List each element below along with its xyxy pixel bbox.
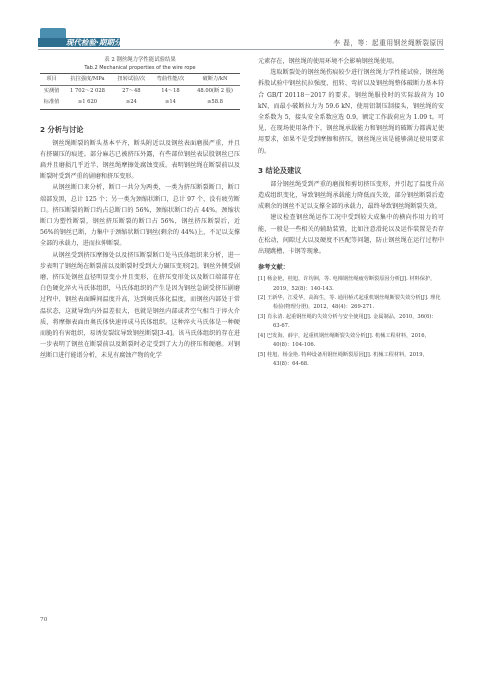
page-number: 70 [40,617,48,623]
reference-item: [2] 王新华，江爱华，高海生，等. 通用桥式起重机钢丝绳断裂失效分析[J]. 理化检验(物理分册)，2012，48(4)：269-271. [258,295,441,311]
table-title: 表 2 钢丝绳力学性能试验结果 [104,57,176,63]
reference-item: [1] 杨金艳，桂旭，许均洲，等. 电梯钢丝绳疲劳断裂原因分析[J]. 材料保护，2019，52(8)：140-143. [258,276,436,292]
journal-logo-text: 现代检验·期期分册 [66,38,129,47]
table-header-row [40,74,240,86]
table-cell: ≥14 [151,97,190,109]
table-row [40,86,240,98]
table-cell: ≥58.8 [190,97,240,109]
running-head: 李 磊，等：起重用钢丝绳断裂原因 [333,39,444,47]
table-cell: ≥1 620 [63,97,112,109]
table-row [40,97,240,109]
table-header-cell: 弯曲性能/次 [151,74,190,86]
body-paragraph: 从钢丝断口来分析，断口一共分为两类，一类为挤压断裂断口，断口端部发黑，总计 125 个；另一类为颈缩状断口，总计 97 个，没有疲劳断口。挤压断裂的断口约占总断口的 56%，颈缩状断口约占 44%。颈缩状断口为塑性断裂，钢丝挤压断裂的断口占 56%，钢丝挤压断裂后，近 56%的钢丝已断，力集中于颈缩状断口钢丝(剩余的 44%)上，不足以支撑全部的承载力，进而拉伸断裂。 [40,184,240,248]
table-cell: 48.00(断 2 股) [197,88,233,95]
section-heading-analysis: 2 分析与讨论 [40,124,84,134]
body-paragraph: 建议检查钢丝绳运作工况中受到较大成集中的横向作用力的可能，一般是一些相关的辅助装置，比如注意滑轮以及运作装置是否存在松动，间隙过大以及硬度不匹配等问题，防止钢丝绳在运行过程中出现跳槽、卡钢等现象。 [258,214,444,256]
body-paragraph: 选取断裂处的钢丝绳伤痕较少进行钢丝绳力学性能试验，钢丝绳拆股试验中钢丝抗拉强度、扭转、弯折以及钢丝绳整体破断力基本符合 GB/T 20118－2017 的要求。钢丝绳服役时的实际载荷为 10 kN，而最小破断拉力为 59.6 kN，使用铝制压制接头，钢丝绳的安全系数为 5，接头安全系数应选 0.9，额定工作载荷应为 1.09 t。可见，在现场使用条件下，钢丝绳承载能力和钢丝绳的破断力都满足使用要求，如果不是受到摩擦和挤压，钢丝绳应该是能够满足使用要求的。 [258,69,444,155]
body-paragraph: 元素存在，钢丝绳的使用环境不会影响钢丝绳使用。 [258,58,399,65]
table-title-en: Tab.2 Mechanical properties of the wire rope [84,65,196,71]
table-header-cell: 破断力/kN [190,74,240,86]
reference-item: [3] 肖永清. 起重钢丝绳的失效分析与安全使用[J]. 金属制品，2010，36(6)：63-67. [258,313,437,330]
references-heading: 参考文献： [258,264,289,272]
header-rule [38,49,444,50]
body-paragraph: 部分钢丝绳受到严重的磨损和剪切挤压变形，并引起了温度升高造成组织变化，导致钢丝绳承载能力降低而失效，部分钢丝断裂后造成剩余的钢丝不足以支撑全部的承载力，最终导致钢丝绳断裂失效。 [258,180,444,211]
table-header-cell: 项目 [40,74,63,86]
table-header-cell: 抗拉强度/MPa [63,74,112,86]
table-cell: ≥24 [112,97,151,109]
table-cell: 14～18 [161,88,180,95]
reference-item: [4] 巴发海，薛宇，起重机钢丝绳断裂失效分析[J]. 机械工程材料，2016，40(8)：104-106. [258,332,430,349]
left-column [40,56,240,362]
reference-item: [5] 桂旭，杨金艳. 特种设备用钢丝绳断裂原因[J]. 机械工程材料，2019，43(8)：64-68. [258,351,428,367]
body-paragraph: 钢丝绳断裂的断头基本平齐，断头附近以及钢丝表面磨损严重，并且有挤碾压的痕迹。部分麻芯已被挤压外露，有些部位钢丝表层股钢丝已压扁并且磨损几乎近半，钢丝绳摩擦处腐蚀变质。表明钢丝绳在断裂前以及断裂时受到严重的剧磨和挤压变形。 [40,139,240,181]
table-cell: 27～48 [122,88,141,95]
page-header [0,0,480,50]
mechanical-properties-table [40,73,240,110]
body-paragraph: 从钢丝受到挤压摩擦处以及挤压断裂断口处马氏体组织来分析，进一步表明了钢丝绳在断裂前以及断裂时受到大力碾压变形[2]。钢丝外侧受剧磨、挤压处钢丝直径明显变小并且变形，在挤压变形处以及断口端部存在白色硬化淬火马氏体组织，马氏体组织的产生是因为钢丝急剧受挤压剧磨过程中，钢丝表面瞬间温度升高，达到奥氏体化温度，而钢丝内部处于常温状态，这就导致内外温差很大，也就是钢丝内部或者空气相当于淬火介质，将摩擦表面由奥氏体快速淬成马氏体组织。这种淬火马氏体是一种硬而脆的有害组织，易诱发裂纹导致钢丝断裂[3-4]。该马氏体组织的存在进一步表明了钢丝在断裂前以及断裂时必定受到了大力的挤压和硬磨。对钢丝断口进行能谱分析，未见有腐蚀产物的化学 [40,251,240,360]
section-heading-conclusion: 3 结论及建议 [258,165,302,175]
table-cell: 标准值 [40,97,63,109]
table-cell: 实测值 [43,88,60,95]
table-cell: 1 702～2 028 [70,88,105,95]
right-column [258,56,444,369]
table-header-cell: 扭转试验/次 [112,74,151,86]
